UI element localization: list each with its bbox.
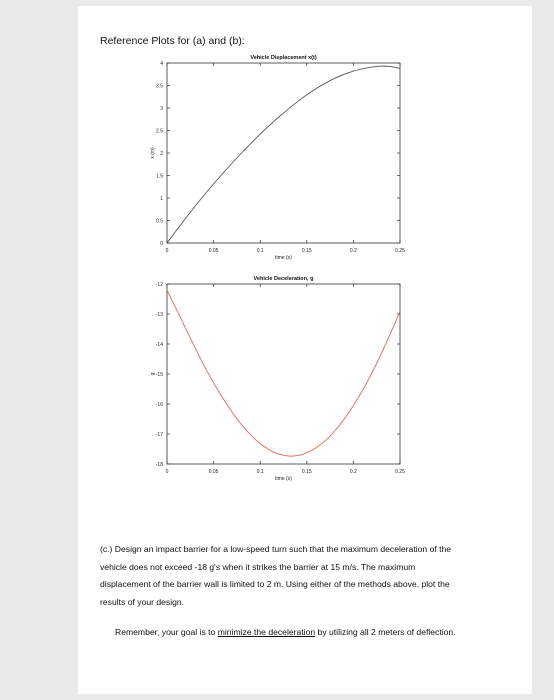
paragraph-line: (c.) Design an impact barrier for a low-speed turn such that the maximum deceleration of the (100, 544, 452, 554)
y-tick-label: -14 (155, 342, 163, 348)
x-tick-label: 0.05 (208, 248, 219, 254)
paragraph-line: results of your design. (100, 596, 185, 607)
reminder-after: by utilizing all 2 meters of deflection. (315, 627, 456, 637)
x-tick-label: 0.1 (256, 469, 264, 475)
y-tick-label: -17 (155, 432, 163, 438)
y-tick-label: -16 (155, 402, 163, 408)
reminder-before: Remember, your goal is to (115, 627, 218, 637)
y-tick-label: 3.5 (156, 83, 163, 90)
chart-title: Vehicle Deceleration, g (253, 276, 314, 282)
y-tick-label: 3 (160, 106, 163, 112)
y-tick-label: 1 (160, 196, 163, 202)
x-tick-label: 0.15 (301, 469, 312, 475)
reference-plots-heading: Reference Plots for (a) and (b): (100, 35, 245, 47)
plot-frame (167, 284, 400, 464)
y-axis-label: g (150, 372, 156, 376)
x-tick-label: 0 (165, 248, 169, 254)
y-tick-label: 2 (160, 151, 163, 157)
x-axis-label: time (s) (275, 476, 292, 482)
x-tick-label: 0.2 (349, 248, 357, 254)
part-c-paragraph (100, 541, 528, 611)
x-tick-label: 0.25 (395, 469, 405, 475)
paragraph-line: displacement of the barrier wall is limited to 2 m. Using either of the methods above, plot the (100, 579, 450, 590)
y-tick-label: -18 (155, 462, 163, 468)
x-tick-label: 0.05 (208, 469, 219, 475)
x-tick-label: 0.25 (395, 248, 405, 254)
y-tick-label: 0.5 (156, 218, 163, 225)
y-tick-label: -12 (155, 282, 163, 288)
paragraph-line: vehicle does not exceed -18 g's when it strikes the barrier at 15 m/s. The maximum (100, 561, 416, 572)
series-line (167, 290, 400, 456)
y-tick-label: 4 (160, 61, 163, 67)
y-tick-label: 1.5 (156, 173, 163, 180)
reminder-underlined: minimize the deceleration (217, 627, 316, 637)
y-axis-label: x (m) (150, 147, 156, 159)
y-tick-label: -15 (155, 372, 163, 378)
reminder-text (115, 627, 456, 637)
y-tick-label: -13 (155, 312, 163, 318)
x-tick-label: 0 (165, 469, 169, 475)
x-tick-label: 0.15 (301, 248, 312, 254)
x-tick-label: 0.1 (256, 248, 264, 254)
chart-title: Vehicle Displacement x(t) (250, 55, 317, 61)
y-tick-label: 0 (160, 241, 163, 247)
y-tick-label: 2.5 (156, 128, 163, 135)
x-axis-label: time (s) (275, 255, 292, 261)
x-tick-label: 0.2 (349, 469, 357, 475)
